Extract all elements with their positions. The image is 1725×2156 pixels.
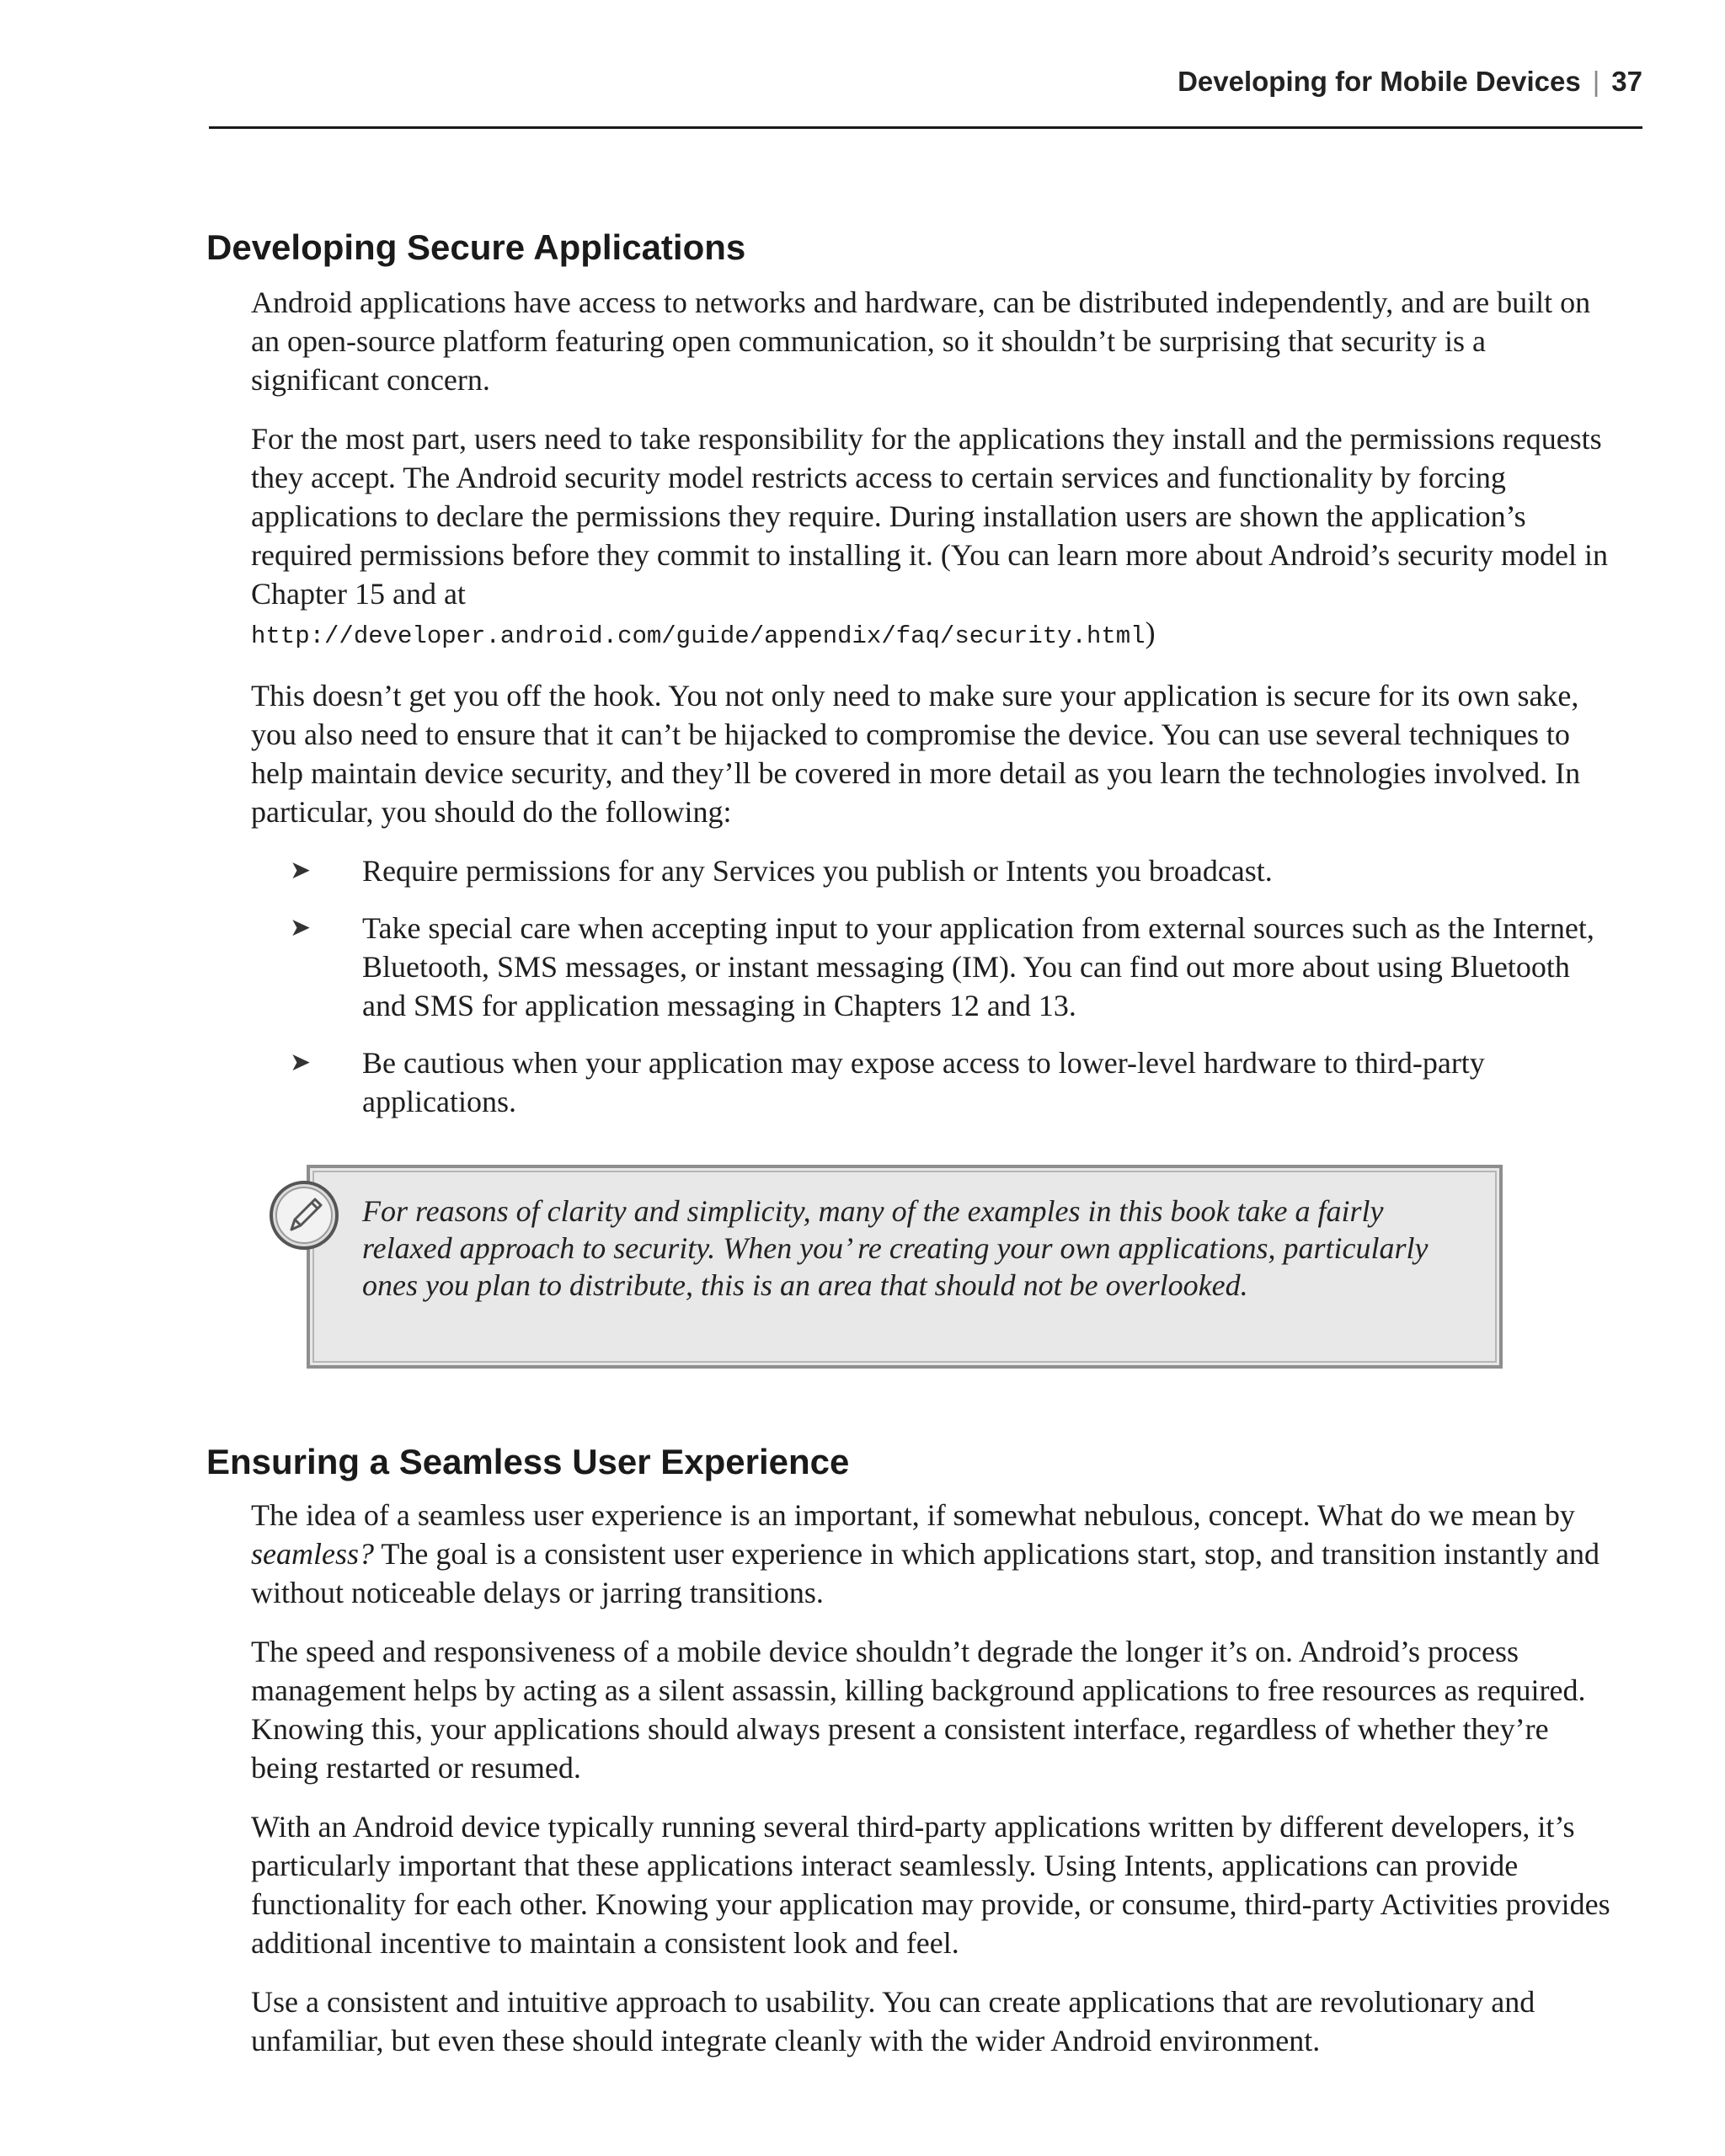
paragraph-text: For the most part, users need to take responsibility for the applications they install and the permissions requests they accept. The Android security model restricts access to certain services and functionality by forcing applications to declare the permissions they require. During installation users are shown the application’s required permissions before they commit to installing it. (You can learn more about Android’s security model in Chapter 15 and at xyxy=(251,422,1609,611)
section-heading-seamless: Ensuring a Seamless User Experience xyxy=(206,1442,850,1481)
running-title: Developing for Mobile Devices xyxy=(1178,66,1581,97)
paragraph: With an Android device typically running several third-party applications written by different developers, it’s particularly important that these applications interact seamlessly. Using Intents, applications can provide functionality for each other. Knowing your application may provide, or consume, third-party Activities provides additional incentive to maintain a consistent look and feel. xyxy=(251,1810,1610,1960)
header-rule xyxy=(209,126,1642,129)
arrow-bullet-icon: ➤ xyxy=(290,914,312,942)
pencil-icon xyxy=(268,1179,340,1251)
header-separator: | xyxy=(1592,66,1600,97)
list-item-text: Be cautious when your application may expose access to lower-level hardware to third-party applications. xyxy=(362,1046,1485,1118)
page-number: 37 xyxy=(1611,66,1642,97)
bullet-list xyxy=(251,851,1616,1121)
security-faq-link[interactable]: http://developer.android.com/guide/appendix/faq/security.html xyxy=(251,622,1146,650)
arrow-bullet-icon: ➤ xyxy=(290,857,312,884)
paragraph: Android applications have access to networks and hardware, can be distributed independently, and are built on an open-source platform featuring open communication, so it shouldn’t be surprising that security is a significant concern. xyxy=(251,286,1591,397)
paragraph: Use a consistent and intuitive approach to usability. You can create applications that are revolutionary and unfamiliar, but even these should integrate cleanly with the wider Android environment. xyxy=(251,1985,1535,2057)
paragraph-text: ) xyxy=(1145,616,1156,649)
paragraph: This doesn’t get you off the hook. You not only need to make sure your application is secure for its own sake, you also need to ensure that it can’t be hijacked to compromise the device. You can use several techniques to help maintain device security, and they’ll be covered in more detail as you learn the technologies involved. In particular, you should do the following: xyxy=(251,679,1581,829)
emphasis-seamless: seamless? xyxy=(251,1537,374,1571)
list-item xyxy=(251,1043,1616,1121)
arrow-bullet-icon: ➤ xyxy=(290,1049,312,1076)
list-item-text: Require permissions for any Services you publish or Intents you broadcast. xyxy=(362,854,1273,888)
section-heading-secure: Developing Secure Applications xyxy=(206,227,746,267)
list-item xyxy=(251,909,1616,1025)
paragraph-text: The goal is a consistent user experience in which applications start, stop, and transition instantly and without noticeable delays or jarring transitions. xyxy=(251,1537,1599,1609)
paragraph xyxy=(251,419,1616,656)
running-head xyxy=(1178,66,1642,98)
list-item-text: Take special care when accepting input to your application from external sources such as the Internet, Bluetooth, SMS messages, or instant messaging (IM). You can find out more about using Bluetooth and SMS for application messaging in Chapters 12 and 13. xyxy=(362,911,1594,1022)
paragraph xyxy=(251,1496,1616,1612)
section-body-secure xyxy=(251,283,1616,1139)
note-text: For reasons of clarity and simplicity, many of the examples in this book take a fairly relaxed approach to security. When you’ re creating your own applications, particularly ones you plan to distribute, this is an area that should not be overlooked. xyxy=(362,1194,1429,1302)
paragraph: The speed and responsiveness of a mobile device shouldn’t degrade the longer it’s on. Android’s process management helps by acting as a silent assassin, killing background applications to free resources as required. Knowing this, your applications should always present a consistent interface, regardless of whether they’re being restarted or resumed. xyxy=(251,1635,1586,1785)
list-item xyxy=(251,851,1616,890)
paragraph-text: The idea of a seamless user experience is an important, if somewhat nebulous, concept. What do we mean by xyxy=(251,1498,1575,1532)
section-body-seamless xyxy=(251,1496,1616,2080)
